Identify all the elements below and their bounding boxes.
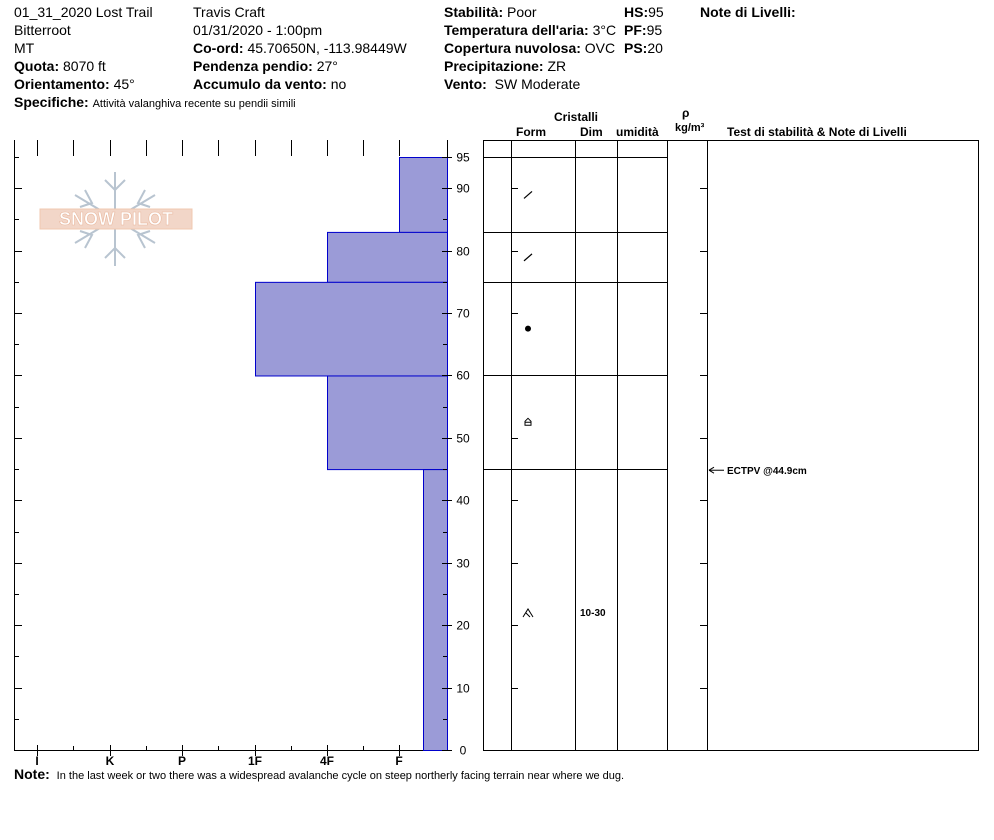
air-temp-label: Temperatura dell'aria: [444,22,589,38]
moisture-header: umidità [616,125,659,139]
depth-axis-tick-label: 40 [456,493,470,508]
test-label: ECTPV @44.9cm [727,466,807,478]
observer-name: Travis Craft [193,4,265,20]
left-axis-ticks [14,158,22,751]
aspect-label: Orientamento: [14,76,110,92]
hardness-layer-bar [400,158,448,233]
sky-value: OVC [584,40,616,56]
specifics-label: Specifiche: [14,94,89,110]
hardness-axis-tick-label: 1F [247,754,263,768]
air-temp-value: 3°C [592,22,617,38]
specifics-value: Attività valanghiva recente su pendii simili [92,98,296,110]
wind-loading-label: Accumulo da vento: [193,76,327,92]
sky-label: Copertura nuvolosa: [444,40,581,56]
depth-axis-tick-label: 50 [456,431,470,446]
observation-datetime: 01/31/2020 - 1:00pm [193,22,323,38]
stability-tests [709,466,807,477]
hs-value: 95 [648,4,664,20]
depth-axis-tick-label: 80 [456,244,470,259]
coord-label: Co-ord: [193,40,244,56]
hardness-layer-bar [256,282,448,376]
snowpilot-logo [40,172,192,266]
depth-axis-tick-label: 30 [456,556,470,571]
crystal-form-symbol [524,191,532,198]
density-unit-header: kg/m³ [675,122,705,134]
crystals-header: Cristalli [554,110,599,124]
hardness-axis-tick-label: F [395,754,403,768]
hardness-axis-tick-label: 4F [319,754,335,768]
crystal-form-symbol [525,326,531,332]
hardness-axis-tick-label: P [177,754,187,768]
crystal-form-symbol [523,609,533,617]
note-label: Note: [14,766,50,782]
depth-axis-tick-label: 20 [456,618,470,633]
layer-notes-label: Note di Livelli: [700,4,796,20]
stability-label: Stabilità: [444,4,504,20]
form-header: Form [516,125,546,139]
precip-value: ZR [547,58,567,74]
crystal-form-symbol [524,254,532,261]
wind-loading-value: no [330,76,347,92]
state-name: MT [14,40,35,56]
depth-axis-tick-label: 60 [456,368,470,383]
logo-text: SNOW PILOT [59,209,173,229]
hardness-axis-tick-label: I [35,754,39,768]
hardness-layer-bar [328,232,448,282]
depth-axis-tick-label: 95 [456,150,470,165]
depth-axis-tick-label: 90 [456,181,470,196]
slope-value: 27° [316,58,338,74]
hardness-layers [256,158,448,751]
ps-label: PS: [624,40,648,56]
elevation-value: 8070 ft [63,58,106,74]
depth-axis-tick-label: 0 [459,743,467,758]
precip-label: Precipitazione: [444,58,544,74]
elevation-label: Quota: [14,58,60,74]
rho-header: ρ [682,106,690,120]
size-header: Dim [580,125,603,139]
stability-value: Poor [507,4,537,20]
wind-label: Vento: [444,76,487,92]
hardness-axis-tick-label: K [105,754,115,768]
pf-value: 95 [646,22,663,38]
hs-label: HS: [624,4,649,20]
coord-value: 45.70650N, -113.98449W [247,40,407,56]
crystal-size-value: 10-30 [580,608,606,619]
crystal-table [484,140,979,751]
range-name: Bitterroot [14,22,71,38]
note-value: In the last week or two there was a widespread avalanche cycle on steep northerly facing terrain near where we dug. [56,770,625,782]
tests-header: Test di stabilità & Note di Livelli [727,125,907,139]
bottom-note [14,766,624,785]
site-name: 01_31_2020 Lost Trail [14,4,153,20]
hardness-layer-bar [424,470,448,751]
depth-axis-tick-label: 70 [456,306,470,321]
wind-value: SW Moderate [494,76,581,92]
slope-label: Pendenza pendio: [193,58,313,74]
aspect-value: 45° [113,76,135,92]
depth-axis-tick-label: 10 [456,681,470,696]
crystal-form-symbol [525,418,531,425]
hardness-layer-bar [328,376,448,470]
pf-label: PF: [624,22,647,38]
crystal-table-ticks [511,189,707,689]
ps-value: 20 [647,40,663,56]
